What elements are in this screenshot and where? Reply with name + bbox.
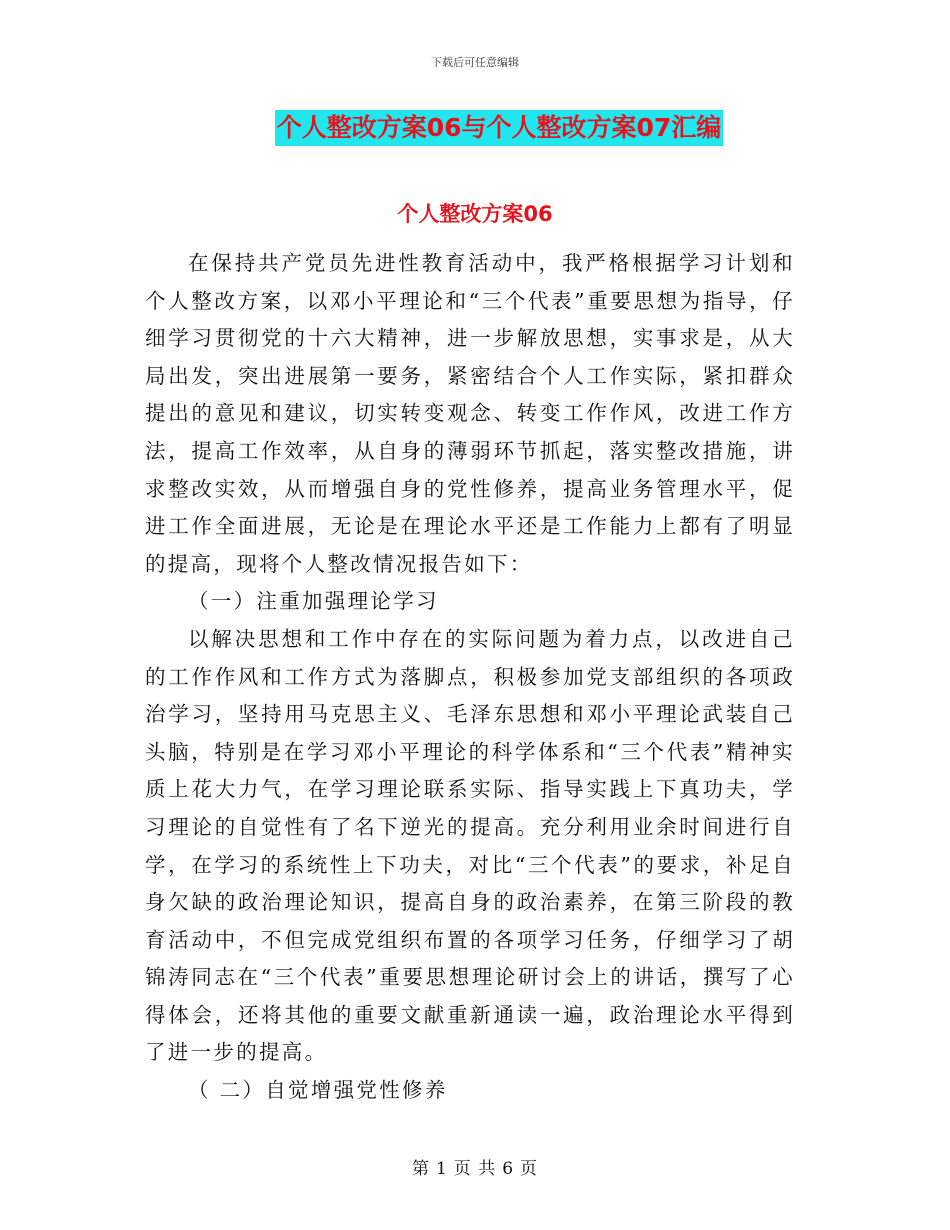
section-heading-1: （一）注重加强理论学习 [188,589,439,614]
document-main-title: 个人整改方案06与个人整改方案07汇编 [275,110,724,146]
footer-current-page: 1 [435,1159,448,1179]
section-title: 个人整改方案06 [397,202,553,226]
footer-prefix: 第 [411,1159,430,1179]
footer-total-pages: 6 [502,1159,515,1179]
page-header-note: 下载后可任意编辑 [431,56,519,69]
document-body [145,245,795,1110]
paragraph-theory-study: 以解决思想和工作中存在的实际问题为着力点，以改进自己的工作作风和工作方式为落脚点，积极参加党支部组织的各项政治学习，坚持用马克思主义、毛泽东思想和邓小平理论武装自己头脑，特别是在学习邓小平理论的科学体系和“三个代表”精神实质上花大力气，在学习理论联系实际、指导实践上下真功夫，学习理论的自觉性有了名下逆光的提高。充分利用业余时间进行自学，在学习的系统性上下功夫，对比“三个代表”的要求，补足自身欠缺的政治理论知识，提高自身的政治素养，在第三阶段的教育活动中，不但完成党组织布置的各项学习任务，仔细学习了胡锦涛同志在“三个代表”重要思想理论研讨会上的讲话，撰写了心得体会，还将其他的重要文献重新通读一遍，政治理论水平得到了进一步的提高。 [145,626,795,1065]
page-footer [0,1154,950,1179]
paragraph-intro: 在保持共产党员先进性教育活动中，我严格根据学习计划和个人整改方案，以邓小平理论和“三个代表”重要思想为指导，仔细学习贯彻党的十六大精神，进一步解放思想，实事求是，从大局出发，突出进展第一要务，紧密结合个人工作实际，紧扣群众提出的意见和建议，切实转变观念、转变工作作风，改进工作方法，提高工作效率，从自身的薄弱环节抓起，落实整改措施，讲求整改实效，从而增强自身的党性修养，提高业务管理水平，促进工作全面进展，无论是在理论水平还是工作能力上都有了明显的提高，现将个人整改情况报告如下： [145,251,795,576]
section-heading-2: （ 二）自觉增强党性修养 [188,1078,448,1103]
footer-suffix: 页 [520,1159,539,1179]
footer-middle: 页 共 [453,1159,497,1179]
main-title-container [0,110,950,146]
